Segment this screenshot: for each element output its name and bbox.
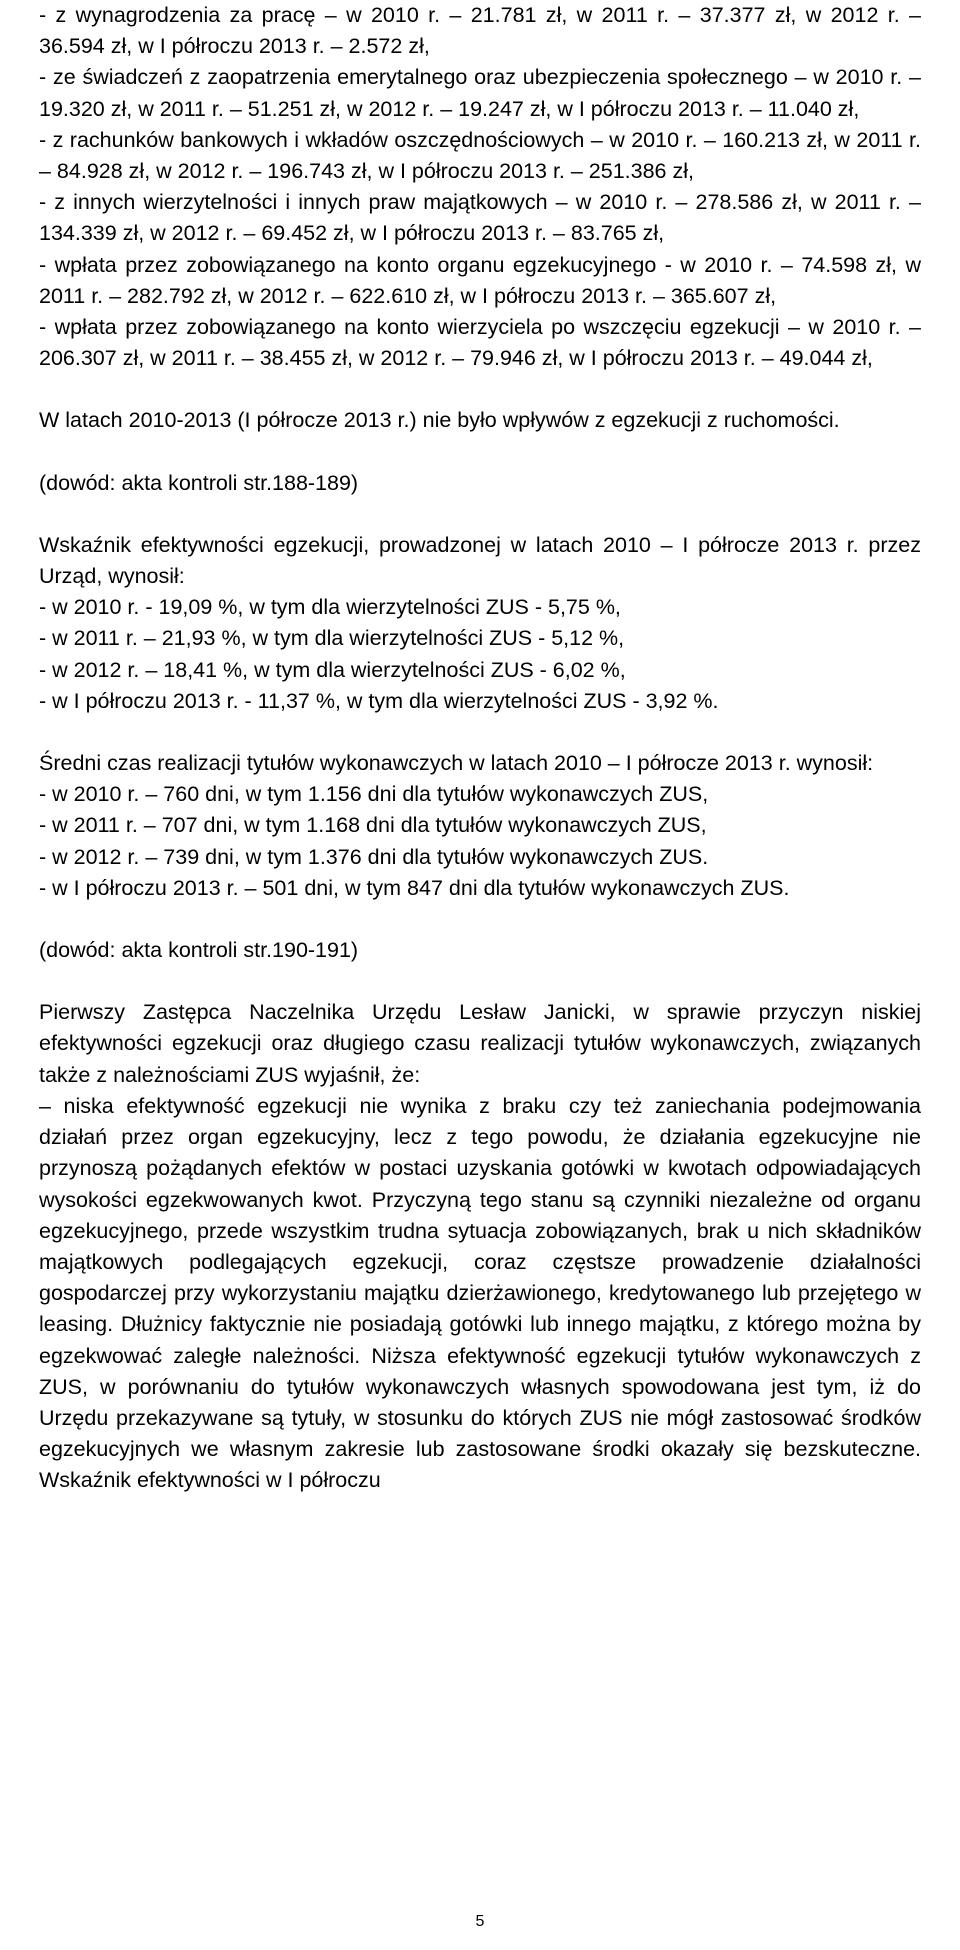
avg-time-item: - w 2011 r. – 707 dni, w tym 1.168 dni dla tytułów wykonawczych ZUS, [39,813,707,838]
income-item-pension: - ze świadczeń z zaopatrzenia emerytalnego oraz ubezpieczenia społecznego – w 2010 r. – 19.320 zł, w 2011 r. – 51.251 zł, w 2012 r. – 19.247 zł, w I półroczu 2013 r. – 11.040 zł, [39,65,921,121]
avg-time-item: - w 2010 r. – 760 dni, w tym 1.156 dni dla tytułów wykonawczych ZUS, [39,782,709,807]
explanation-body: – niska efektywność egzekucji nie wynika z braku czy też zaniechania podejmowania działań przez organ egzekucyjny, lecz z tego powodu, że działania egzekucyjne nie przynoszą pożądanych efektów w postaci uzyskania gotówki w kwotach odpowiadających wysokości egzekwowanych kwot. Przyczyną tego stanu są czynniki niezależne od organu egzekucyjnego, przede wszystkim trudna sytuacja zobowiązanych, brak u nich składników majątkowych podlegających egzekucji, coraz częstsze prowadzenie działalności gospodarczej przy wykorzystaniu majątku dzierżawionego, kredytowanego lub przejętego w leasing. Dłużnicy faktycznie nie posiadają gotówki lub innego majątku, z którego można by egzekwować zaległe należności. Niższa efektywność egzekucji tytułów wykonawczych z ZUS, w porównaniu do tytułów wykonawczych własnych spowodowana jest tym, iż do Urzędu przekazywane są tytuły, w stosunku do których ZUS nie mógł zastosować środków egzekucyjnych we własnym zakresie lub zastosowane środki okazały się bezskuteczne. Wskaźnik efektywności w I półroczu [39,1093,921,1493]
efficiency-item: - w 2011 r. – 21,93 %, w tym dla wierzytelności ZUS - 5,12 %, [39,626,625,651]
efficiency-intro: Wskaźnik efektywności egzekucji, prowadzonej w latach 2010 – I półrocze 2013 r. przez Urząd, wynosił: [39,532,921,589]
income-list [39,0,921,1497]
efficiency-item: - w 2012 r. – 18,41 %, w tym dla wierzytelności ZUS - 6,02 %, [39,657,626,682]
evidence-reference-1: (dowód: akta kontroli str.188-189) [39,470,359,495]
avg-time-item: - w 2012 r. – 739 dni, w tym 1.376 dni dla tytułów wykonawczych ZUS. [39,844,709,869]
evidence-reference-2: (dowód: akta kontroli str.190-191) [39,938,359,963]
explanation-intro: Pierwszy Zastępca Naczelnika Urzędu Lesław Janicki, w sprawie przyczyn niskiej efektywności egzekucji oraz długiego czasu realizacji tytułów wykonawczych, związanych także z należnościami ZUS wyjaśnił, że: [39,1000,921,1087]
income-item-bank-accounts: - z rachunków bankowych i wkładów oszczędnościowych – w 2010 r. – 160.213 zł, w 2011 r. – 84.928 zł, w 2012 r. – 196.743 zł, w I półroczu 2013 r. – 251.386 zł, [39,127,921,184]
income-item-wages: - z wynagrodzenia za pracę – w 2010 r. – 21.781 zł, w 2011 r. – 37.377 zł, w 2012 r. – 36.594 zł, w I półroczu 2013 r. – 2.572 zł, [39,3,921,59]
avg-time-intro: Średni czas realizacji tytułów wykonawczych w latach 2010 – I półrocze 2013 r. wynosił: [39,751,874,776]
efficiency-item: - w I półroczu 2013 r. - 11,37 %, w tym dla wierzytelności ZUS - 3,92 %. [39,688,719,713]
no-movable-income-note: W latach 2010-2013 (I półrocze 2013 r.) nie było wpływów z egzekucji z ruchomości. [39,408,840,433]
income-item-other-claims: - z innych wierzytelności i innych praw majątkowych – w 2010 r. – 278.586 zł, w 2011 r. – 134.339 zł, w 2012 r. – 69.452 zł, w I półroczu 2013 r. – 83.765 zł, [39,190,921,246]
income-item-payment-enforcement-organ: - wpłata przez zobowiązanego na konto organu egzekucyjnego - w 2010 r. – 74.598 zł, w 2011 r. – 282.792 zł, w 2012 r. – 622.610 zł, w I półroczu 2013 r. – 365.607 zł, [39,252,921,308]
avg-time-item: - w I półroczu 2013 r. – 501 dni, w tym 847 dni dla tytułów wykonawczych ZUS. [39,875,790,900]
income-item-payment-creditor: - wpłata przez zobowiązanego na konto wierzyciela po wszczęciu egzekucji – w 2010 r. – 206.307 zł, w 2011 r. – 38.455 zł, w 2012 r. – 79.946 zł, w I półroczu 2013 r. – 49.044 zł, [39,315,921,371]
efficiency-item: - w 2010 r. - 19,09 %, w tym dla wierzytelności ZUS - 5,75 %, [39,595,621,620]
page-number: 5 [475,1913,485,1930]
